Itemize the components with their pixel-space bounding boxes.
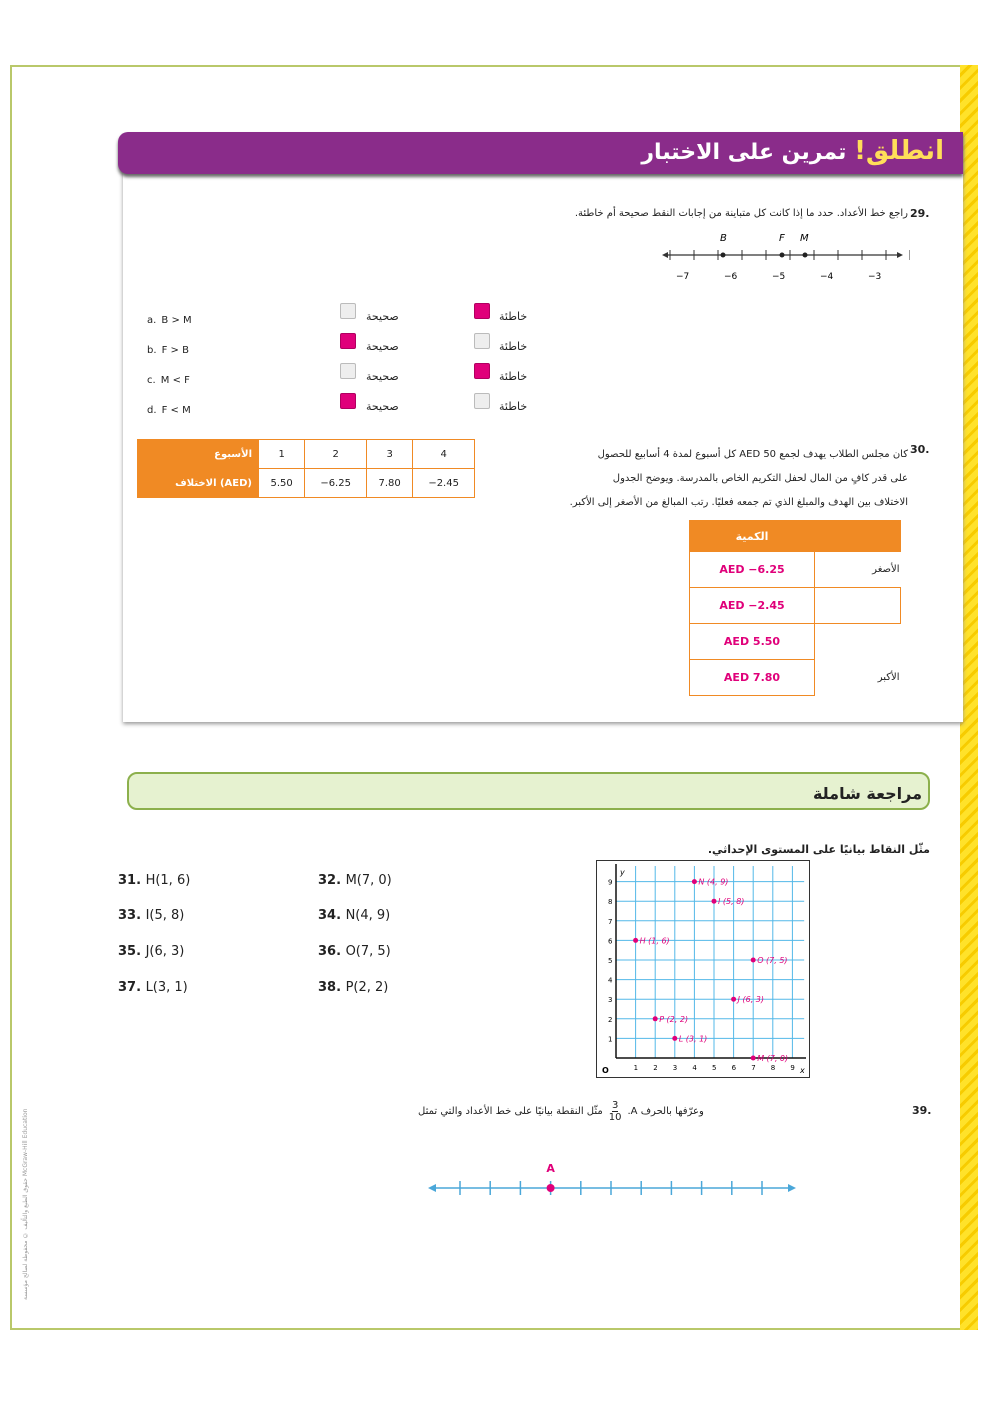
x-tick-label: 6 bbox=[731, 1064, 737, 1072]
false-checkbox[interactable] bbox=[474, 333, 490, 349]
plotted-point-label: O (7, 5) bbox=[757, 956, 788, 965]
answer-cell[interactable]: AED 7.80 bbox=[690, 660, 815, 696]
exercise-point: L(3, 1) bbox=[145, 980, 188, 995]
q39-number-line bbox=[425, 1155, 800, 1205]
tick-label: −4 bbox=[820, 272, 834, 282]
exercise-32 bbox=[318, 873, 392, 888]
plotted-point bbox=[712, 899, 717, 904]
review-bar bbox=[127, 772, 930, 810]
x-tick-label: 5 bbox=[712, 1064, 717, 1072]
x-tick-label: 9 bbox=[790, 1064, 795, 1072]
q39-text-after: وعرّفها بالحرف A. bbox=[627, 1106, 704, 1117]
exercise-number: 31. bbox=[118, 873, 142, 888]
title-rest: تمرين على الاختبار bbox=[641, 140, 847, 165]
plotted-point-label: H (1, 6) bbox=[639, 936, 670, 946]
point-f-label: F bbox=[779, 233, 785, 244]
plotted-point-label: J (6, 3) bbox=[737, 995, 765, 1005]
plotted-point bbox=[731, 997, 736, 1002]
q39-text-before: مثّل النقطة بيانيًا على خط الأعداد والتي تمثل bbox=[418, 1106, 603, 1117]
exercise-38 bbox=[318, 980, 388, 995]
plotted-point bbox=[633, 938, 638, 943]
point-b-dot bbox=[721, 253, 726, 258]
x-tick-label: 7 bbox=[751, 1064, 756, 1072]
order-header bbox=[815, 521, 901, 552]
week-difference-table bbox=[137, 439, 475, 498]
plotted-point bbox=[751, 958, 756, 963]
plotted-point-label: P (2, 2) bbox=[659, 1014, 689, 1024]
option-letter: c. bbox=[147, 375, 156, 386]
exercise-point: J(6, 3) bbox=[145, 944, 185, 959]
false-label: خاطئة bbox=[499, 370, 528, 383]
false-label: خاطئة bbox=[499, 400, 528, 413]
q30-number: 30. bbox=[910, 443, 930, 456]
q30-line: على قدر كافٍ من المال لحفل التكريم الخاص بالمدرسة. ويوضح الجدول bbox=[612, 473, 908, 484]
section-title bbox=[641, 136, 944, 166]
option-expression: F < M bbox=[161, 405, 191, 416]
q30-text bbox=[488, 443, 908, 515]
true-label: صحيحة bbox=[366, 310, 399, 323]
y-tick-label: 6 bbox=[608, 937, 613, 946]
amount-header: الكمية bbox=[690, 521, 815, 552]
left-arrow-icon bbox=[662, 252, 668, 258]
x-tick-label: 2 bbox=[653, 1064, 658, 1072]
y-tick-label: 5 bbox=[608, 957, 613, 965]
largest-label: الأكبر bbox=[877, 672, 900, 683]
q39-text bbox=[418, 1100, 908, 1123]
q30-line: كان مجلس الطلاب يهدف لجمع AED 50 كل أسبوع لمدة 4 أسابيع للحصول bbox=[597, 449, 908, 460]
option-d bbox=[147, 398, 191, 417]
option-letter: d. bbox=[147, 405, 157, 416]
fraction-denominator: 10 bbox=[608, 1112, 622, 1123]
exercise-number: 37. bbox=[118, 980, 142, 995]
option-c bbox=[147, 368, 190, 387]
diff-cell: 5.50 bbox=[259, 469, 305, 498]
plotted-point-label: L (3, 1) bbox=[678, 1034, 708, 1044]
exercise-34 bbox=[318, 908, 390, 923]
review-title: مراجعة شاملة bbox=[812, 784, 922, 803]
left-arrow-icon bbox=[428, 1184, 436, 1192]
tick-label: −5 bbox=[772, 272, 786, 282]
exercise-number: 33. bbox=[118, 908, 142, 923]
y-tick-label: 4 bbox=[608, 976, 613, 985]
review-instruction: مثّل النقاط بيانيًا على المستوى الإحداثي. bbox=[707, 843, 930, 856]
point-a-label: A bbox=[546, 1162, 555, 1175]
plotted-point-label: M (7, 0) bbox=[757, 1054, 789, 1063]
exercise-33 bbox=[118, 908, 184, 923]
true-checkbox[interactable] bbox=[340, 303, 356, 319]
week-cell: 1 bbox=[259, 440, 305, 469]
q30-line: الاختلاف بين الهدف والمبلغ الذي تم جمعه فعليًا. رتب المبالغ من الأصغر إلى الأكبر. bbox=[569, 497, 908, 508]
exercise-point: P(2, 2) bbox=[345, 980, 389, 995]
y-tick-label: 1 bbox=[608, 1035, 613, 1044]
copyright-credit: حقوق الطبع والتأليف © محفوظة لصالح مؤسسة McGraw-Hill Education bbox=[22, 1108, 29, 1300]
option-b bbox=[147, 338, 189, 357]
origin-label: O bbox=[602, 1066, 609, 1075]
exercise-number: 32. bbox=[318, 873, 342, 888]
q29-text: راجع خط الأعداد. حدد ما إذا كانت كل متباينة من إجابات النقط صحيحة أم خاطئة. bbox=[574, 208, 908, 219]
false-checkbox[interactable] bbox=[474, 363, 490, 379]
plotted-point-label: N (4, 9) bbox=[698, 877, 729, 887]
option-letter: b. bbox=[147, 345, 157, 356]
y-axis-label: y bbox=[620, 868, 625, 877]
y-tick-label: 8 bbox=[608, 898, 613, 907]
diff-header: الاختلاف (AED) bbox=[138, 469, 259, 498]
right-arrow-icon bbox=[788, 1184, 796, 1192]
order-cell bbox=[815, 588, 901, 624]
diff-cell: −6.25 bbox=[305, 469, 367, 498]
week-cell: 4 bbox=[413, 440, 475, 469]
exercise-number: 38. bbox=[318, 980, 342, 995]
answer-cell[interactable]: AED −2.45 bbox=[690, 588, 815, 624]
answer-cell[interactable]: AED −6.25 bbox=[690, 552, 815, 588]
false-checkbox[interactable] bbox=[474, 393, 490, 409]
option-expression: M < F bbox=[160, 375, 190, 386]
option-expression: B > M bbox=[161, 315, 192, 326]
true-label: صحيحة bbox=[366, 340, 399, 353]
y-tick-label: 7 bbox=[608, 917, 613, 926]
point-b-label: B bbox=[720, 233, 727, 244]
y-tick-label: 2 bbox=[608, 1015, 613, 1024]
plotted-point-label: I (5, 8) bbox=[718, 897, 745, 907]
exercise-35 bbox=[118, 944, 184, 959]
exercise-number: 35. bbox=[118, 944, 142, 959]
title-emphasis: انطلق! bbox=[854, 136, 944, 166]
exercise-36 bbox=[318, 944, 391, 959]
order-cell bbox=[815, 624, 901, 660]
smallest-label: الأصغر bbox=[872, 564, 900, 575]
q29-number-line bbox=[660, 225, 910, 285]
diff-cell: −2.45 bbox=[413, 469, 475, 498]
option-expression: F > B bbox=[161, 345, 189, 356]
week-header: الأسبوع bbox=[138, 440, 259, 469]
x-tick-label: 1 bbox=[633, 1064, 639, 1072]
diff-cell: 7.80 bbox=[366, 469, 412, 498]
plotted-point bbox=[751, 1056, 756, 1061]
tick-label: −6 bbox=[724, 272, 738, 282]
week-cell: 2 bbox=[305, 440, 367, 469]
true-checkbox[interactable] bbox=[340, 333, 356, 349]
true-label: صحيحة bbox=[366, 370, 399, 383]
exercise-point: O(7, 5) bbox=[345, 944, 391, 959]
point-m-label: M bbox=[800, 233, 809, 244]
q29-number: 29. bbox=[910, 207, 930, 220]
exercise-point: M(7, 0) bbox=[345, 873, 392, 888]
true-checkbox[interactable] bbox=[340, 363, 356, 379]
tick-label: −3 bbox=[868, 272, 882, 282]
x-tick-label: 3 bbox=[672, 1064, 678, 1072]
x-tick-label: 4 bbox=[692, 1064, 697, 1072]
plotted-point bbox=[672, 1036, 677, 1041]
y-tick-label: 9 bbox=[608, 878, 613, 887]
fraction-numerator: 3 bbox=[611, 1100, 619, 1111]
x-tick-label: 8 bbox=[770, 1064, 776, 1072]
point-m-dot bbox=[803, 253, 808, 258]
coordinate-grid bbox=[596, 860, 810, 1078]
true-label: صحيحة bbox=[366, 400, 399, 413]
exercise-number: 36. bbox=[318, 944, 342, 959]
q39-number: 39. bbox=[912, 1104, 932, 1117]
exercise-point: I(5, 8) bbox=[145, 908, 185, 923]
answer-cell[interactable]: AED 5.50 bbox=[690, 624, 815, 660]
amount-order-table bbox=[689, 520, 901, 696]
exercise-point: N(4, 9) bbox=[345, 908, 391, 923]
y-tick-label: 3 bbox=[608, 996, 613, 1005]
fraction bbox=[609, 1100, 622, 1123]
false-checkbox[interactable] bbox=[474, 303, 490, 319]
exercise-number: 34. bbox=[318, 908, 342, 923]
point-a-dot bbox=[547, 1184, 555, 1192]
week-cell: 3 bbox=[366, 440, 412, 469]
grid-frame bbox=[597, 861, 810, 1078]
x-axis-label: x bbox=[800, 1066, 805, 1075]
false-label: خاطئة bbox=[499, 340, 528, 353]
exercise-31 bbox=[118, 873, 190, 888]
option-letter: a. bbox=[147, 315, 157, 326]
right-arrow-icon bbox=[897, 252, 903, 258]
point-f-dot bbox=[780, 253, 785, 258]
exercise-point: H(1, 6) bbox=[145, 873, 191, 888]
plotted-point bbox=[692, 879, 697, 884]
plotted-point bbox=[653, 1016, 658, 1021]
false-label: خاطئة bbox=[499, 310, 528, 323]
option-a bbox=[147, 308, 192, 327]
true-checkbox[interactable] bbox=[340, 393, 356, 409]
exercise-37 bbox=[118, 980, 188, 995]
tick-label: −7 bbox=[676, 272, 690, 282]
